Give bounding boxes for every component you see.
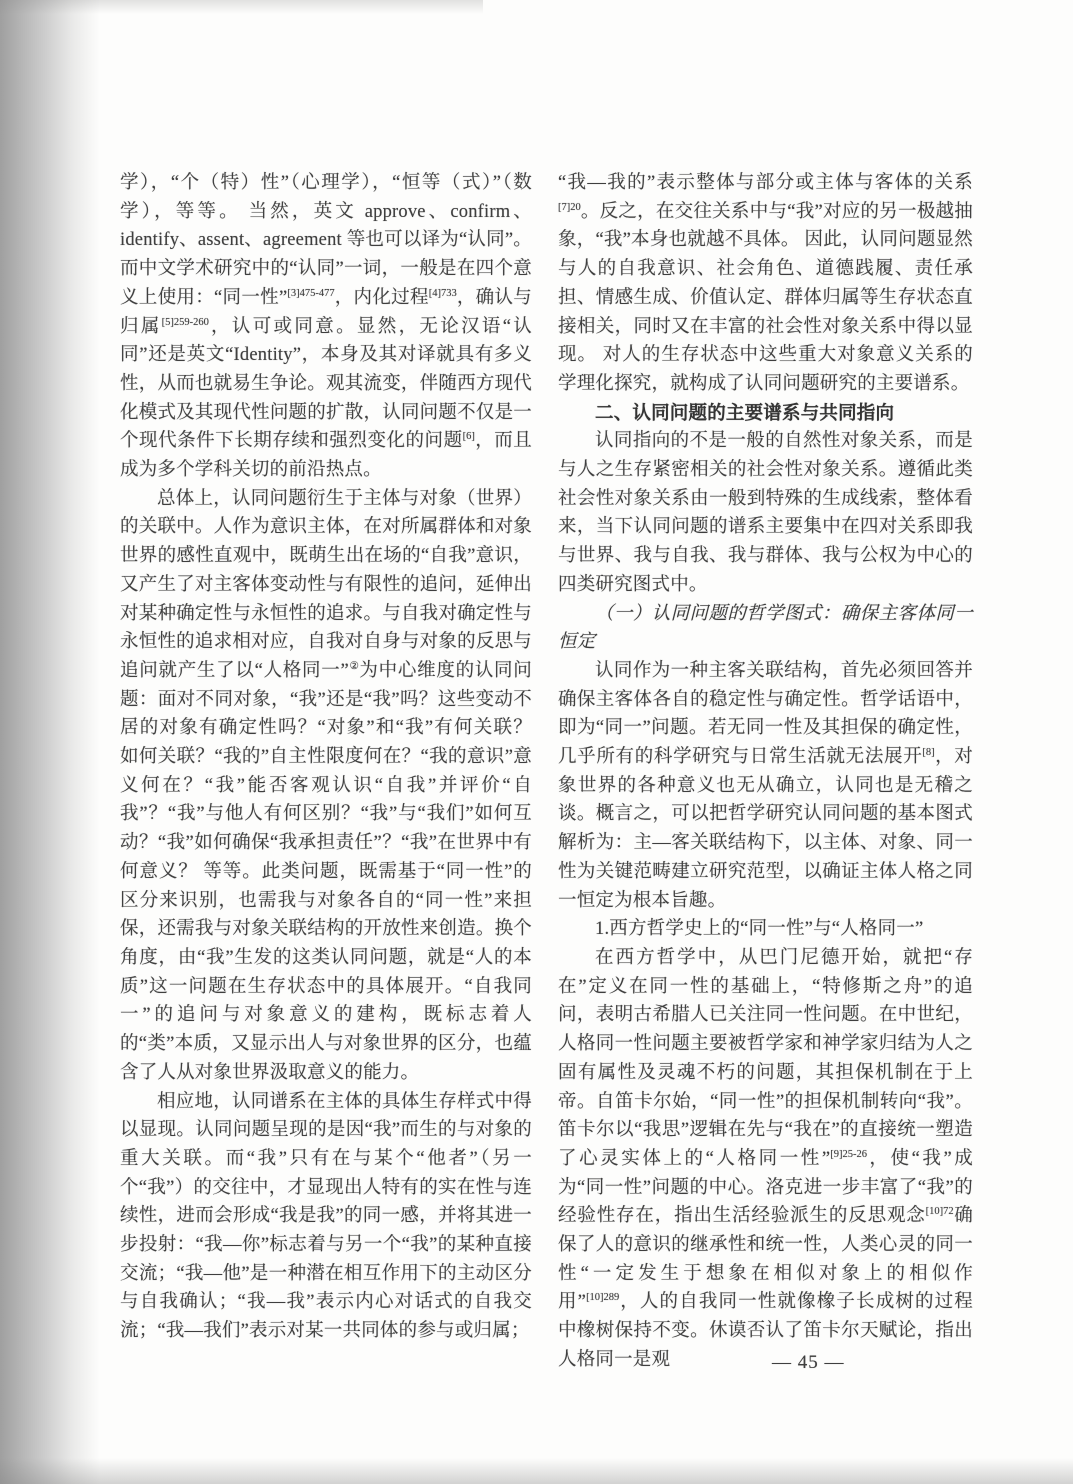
page-number: — 45 — [772, 1352, 845, 1373]
citation-ref: ② [348, 660, 360, 672]
citation-ref: [5]259-260 [161, 316, 209, 328]
citation-ref: [10]72 [925, 1206, 954, 1218]
scan-shadow-bottom [0, 1458, 1073, 1484]
paragraph: 相应地，认同谱系在主体的具体生存样式中得以显现。认同问题呈现的是因“我”而生的与对象的重大关联。而“我”只有在与某个“他者”（另一个“我”）的交往中，才显现出人特有的实在性与连续性，进而会形成“我是我”的同一感，并将其进一步投射：“我—你”标志着与另一个“我”的某种直接交流；“我—他”是一种潜在相互作用下的主动区分与自我确认；“我—我”表示内心对话式的自我交流；“我—我们”表示对某一共同体的参与或归属； [120, 1091, 532, 1342]
paragraph: 认同作为一种主客关联结构，首先必须回答并确保主客体各自的稳定性与确定性。哲学话语中，即为“同一”问题。若无同一性及其担保的确定性，几乎所有的科学研究与日常生活就无法展开[8]，对象世界的各种意义也无从确立，认同也是无稽之谈。概言之，可以把哲学研究认同问题的基本图式解析为：主—客关联结构下，以主体、对象、同一性为关键范畴建立研究范型，以确证主体人格之同一恒定为根本旨趣。 [558, 660, 973, 911]
right-column [558, 169, 973, 1375]
paragraph: 1.西方哲学史上的“同一性”与“人格同一” [595, 919, 924, 940]
left-column [120, 169, 532, 1346]
paragraph: “我—我的”表示整体与部分或主体与客体的关系$^{[7]20}$。反之，在交往关系中与“我”对应的另一极越抽象，“我”本身也就越不具体。 因此，认同问题显然与人的自我意识、社会角色、道德践履、责任承担、情感生成、价值认定、群体归属等生存状态直接相关，同时又在丰富的社会性对象关系中得以显现。 对人的生存状态中这些重大对象意义关系的学理化探究，就构成了认同问题研究的主要谱系。 [558, 173, 973, 394]
paragraph: 认同指向的不是一般的自然性对象关系，而是与人之生存紧密相关的社会性对象关系。遵循此类社会性对象关系由一般到特殊的生成线索，整体看来，当下认同问题的谱系主要集中在四对关系即我与世界、我与自我、我与群体、我与公权为中心的四类研究图式中。 [558, 431, 973, 595]
paragraph: 学），“个（特）性”（心理学），“恒等（式）”（数学），等等。 当然，英文 approve、confirm、identify、assent、agreement 等也可以译为“认同”。而中文学术研究中的“认同”一词，一般是在四个意义上使用：“同一性”$^{[3]475-477}$，内化过程$^{[4]733}$，确认与归属$^{[5]259-260}$，认可或同意。显然，无论汉语“认同”还是英文“Identity”，本身及其对译就具有多义性，从而也就易生争论。观其流变，伴随西方现代化模式及其现代性问题的扩散，认同问题不仅是一个现代条件下长期存续和强烈变化的问题[6]，而且成为多个学科关切的前沿热点。 [120, 173, 532, 481]
section-heading: 二、认同问题的主要谱系与共同指向 [595, 401, 895, 423]
subsection-heading: （一）认同问题的哲学图式：确保主客体同一恒定 [558, 603, 973, 653]
citation-ref: [9]25-26 [830, 1148, 868, 1160]
paragraph: 在西方哲学中，从巴门尼德开始，就把“存在”定义在同一性的基础上，“特修斯之舟”的追问，表明古希腊人已关注同一性问题。在中世纪，人格同一性问题主要被哲学家和神学家归结为人之固有属性及灵魂不朽的问题，其担保机制在于上帝。自笛卡尔始，“同一性”的担保机制转向“我”。笛卡尔以“我思”逻辑在先与“我在”的直接统一塑造了心灵实体上的“人格同一性”$^{[9]25-26}$，使“我”成为“同一性”问题的中心。洛克进一步丰富了“我”的经验性存在，指出生活经验派生的反思观念$^{[10]72}$确保了人的意识的继承性和统一性，人类心灵的同一性“一定发生于想象在相似对象上的相似作用”$^{[10]289}$，人的自我同一性就像橡子长成树的过程中橡树保持不变。休谟否认了笛卡尔天赋论，指出人格同一是观 [558, 947, 973, 1370]
citation-ref: [6] [462, 431, 475, 443]
scan-shadow-left [0, 0, 100, 1484]
citation-ref: [4]733 [428, 287, 457, 299]
scan-shadow-top [0, 0, 483, 14]
paragraph: 总体上，认同问题衍生于主体与对象（世界）的关联中。人作为意识主体，在对所属群体和对象世界的感性直观中，既萌生出在场的“自我”意识，又产生了对主客体变动性与有限性的追问，延伸出对某种确定性与永恒性的追求。与自我对确定性与永恒性的追求相对应，自我对自身与对象的反思与追问就产生了以“人格同一”②为中心维度的认同问题：面对不同对象，“我”还是“我”吗？这些变动不居的对象有确定性吗？“对象”和“我”有何关联？ 如何关联？“我的”自主性限度何在？“我的意识”意义何在？“我”能否客观认识“自我”并评价“自我”？“我”与他人有何区别？“我”与“我们”如何互动？“我”如何确保“我承担责任”？“我”在世界中有何意义？ 等等。此类问题，既需基于“同一性”的区分来识别，也需我与对象各自的“同一性”来担保，还需我与对象关联结构的开放性来创造。换个角度，由“我”生发的这类认同问题，就是“人的本质”这一问题在生存状态中的具体展开。“自我同一”的追问与对象意义的建构，既标志着人的“类”本质，又显示出人与对象世界的区分，也蕴含了人从对象世界汲取意义的能力。 [120, 488, 532, 1083]
citation-ref: [8] [922, 746, 935, 758]
citation-ref: [3]475-477 [287, 287, 335, 299]
citation-ref: [7]20 [558, 201, 581, 213]
citation-ref: [10]289 [586, 1292, 620, 1304]
